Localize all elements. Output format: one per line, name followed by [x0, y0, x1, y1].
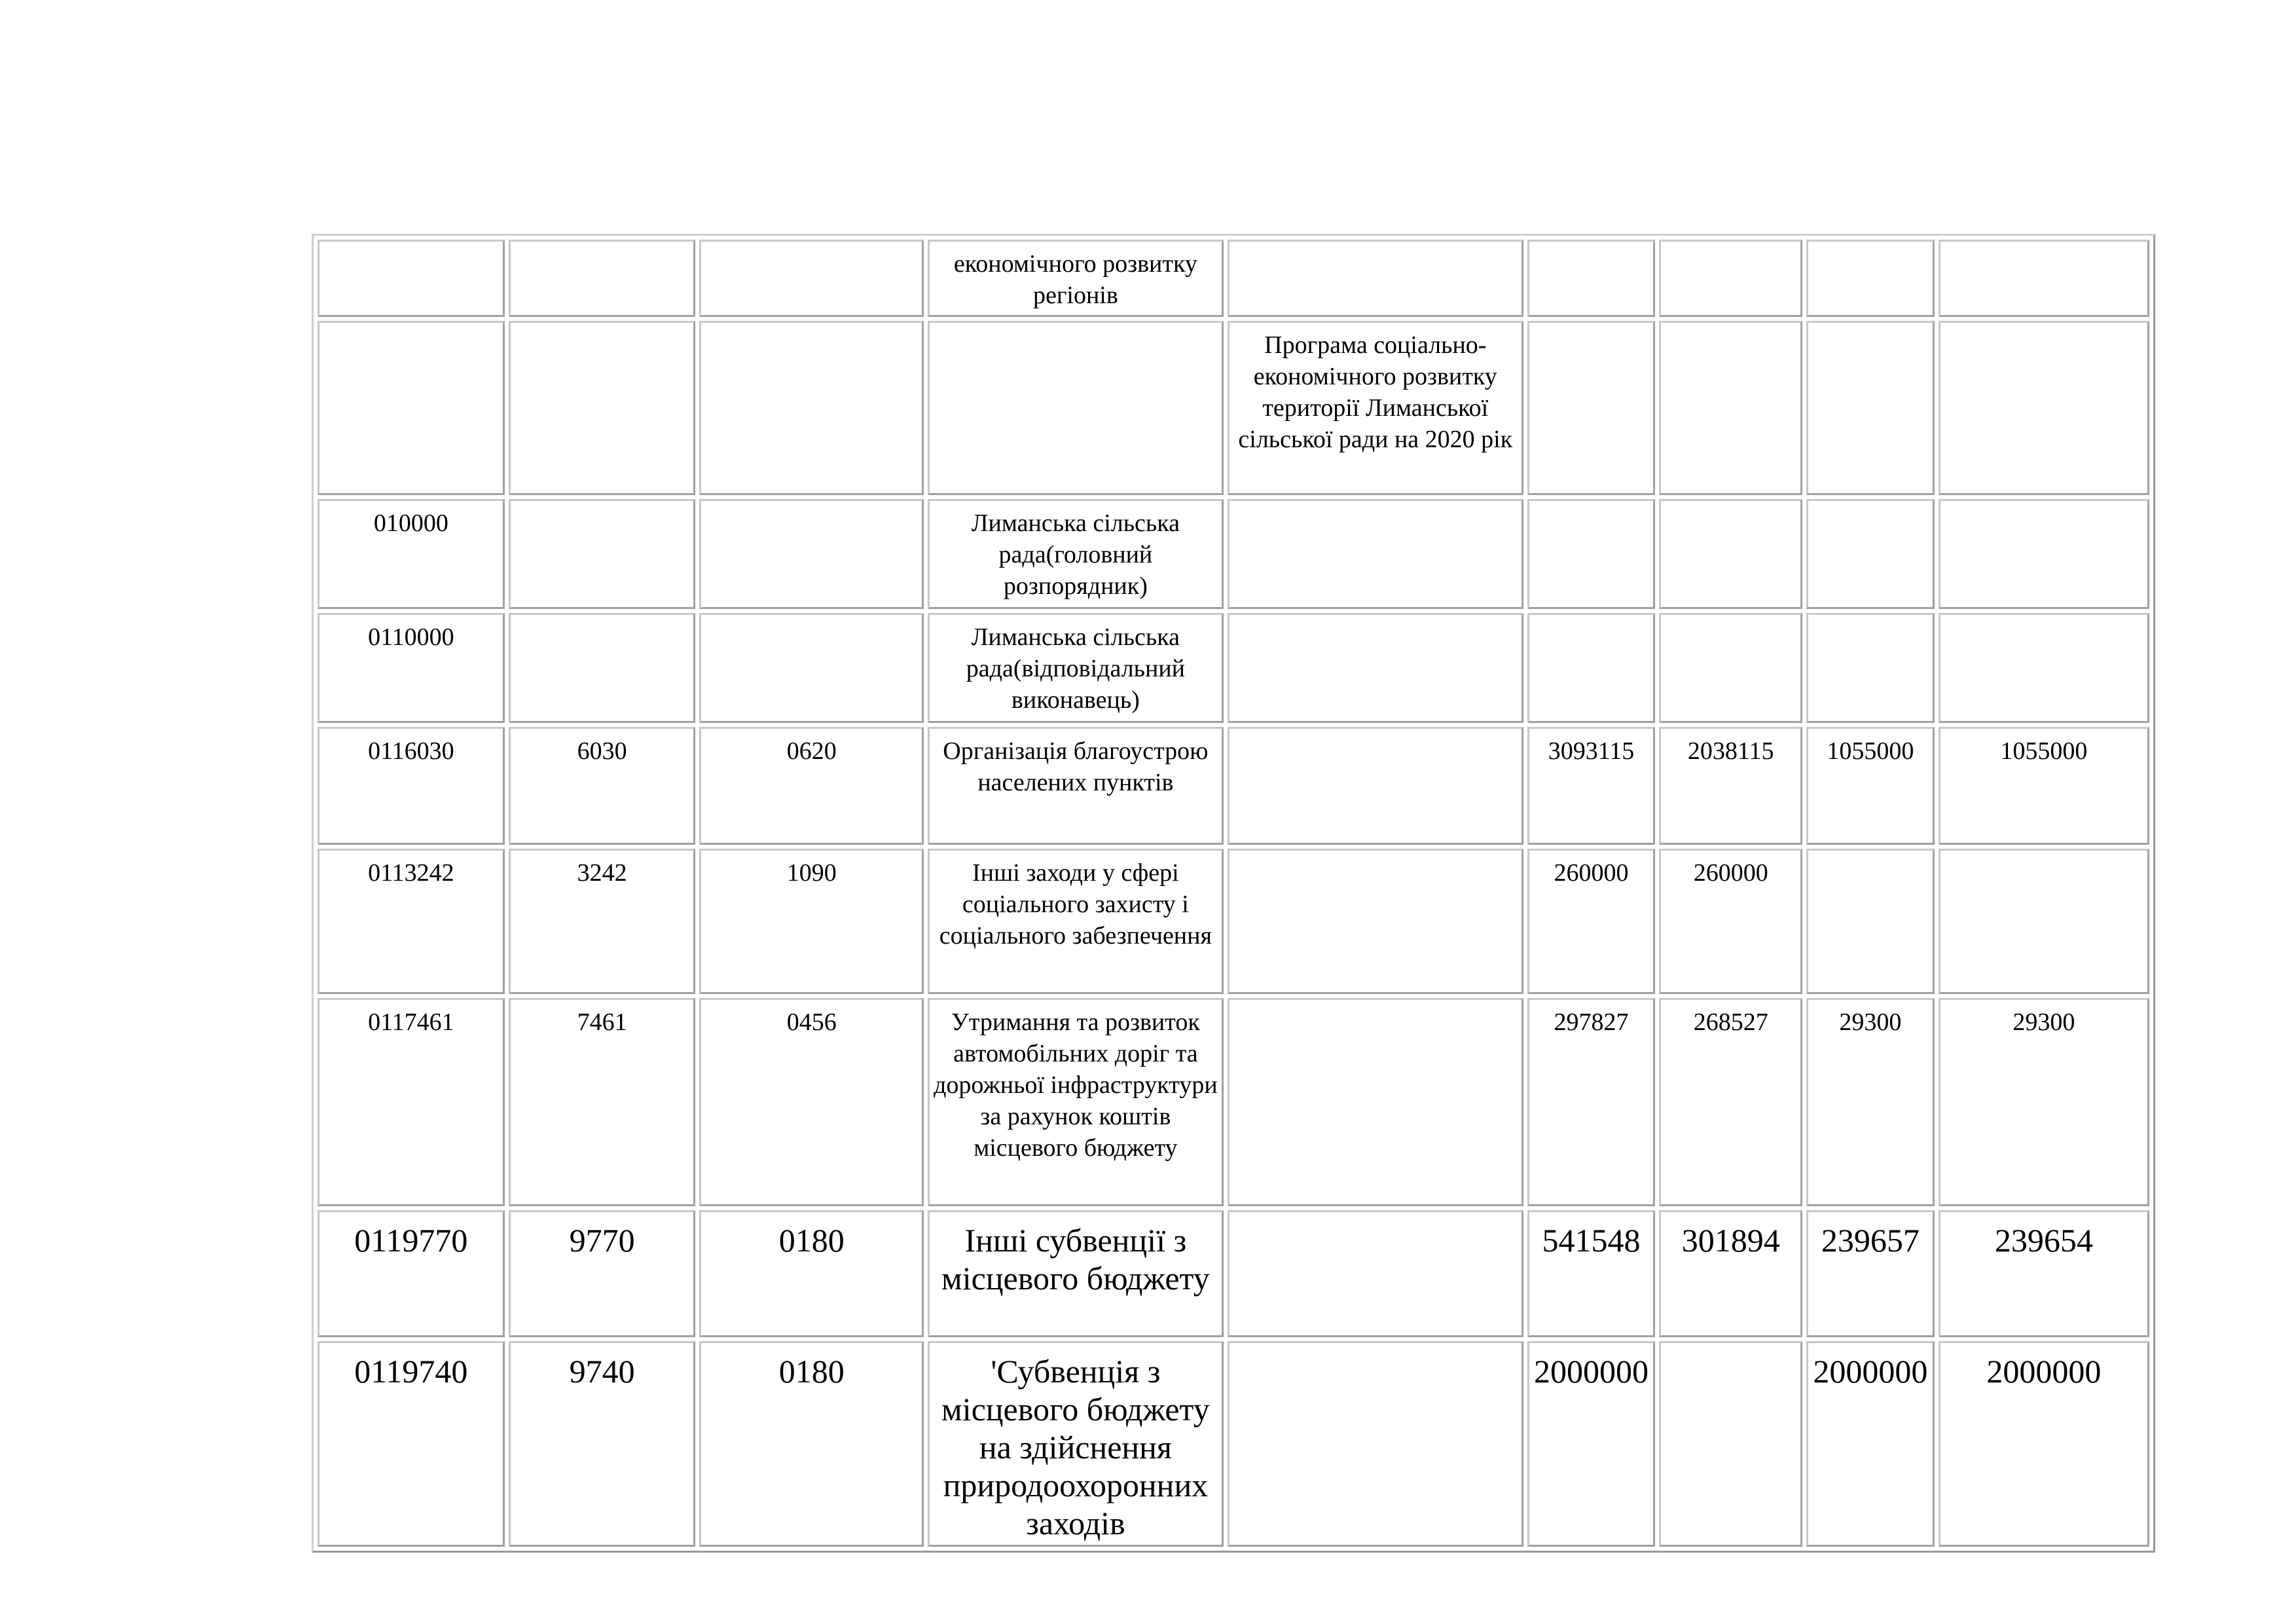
function-code-cell: [509, 321, 696, 495]
function-code-cell: [509, 240, 696, 317]
program-name-cell: [1228, 1341, 1523, 1547]
table-row: [318, 849, 2149, 994]
development-budget-cell: 29300: [1939, 998, 2149, 1206]
special-fund-cell: [1806, 240, 1935, 317]
general-fund-cell: [1659, 613, 1802, 723]
special-fund-cell: 239657: [1806, 1210, 1935, 1337]
description-cell: Організація благоустрою населених пунктів: [928, 727, 1224, 845]
special-fund-cell: 2000000: [1806, 1341, 1935, 1547]
development-budget-cell: [1939, 613, 2149, 723]
table-row: [318, 613, 2149, 723]
program-code-cell: 0110000: [318, 613, 505, 723]
program-name-cell: [1228, 727, 1523, 845]
program-name-cell: Програма соціально-економічного розвитку території Лиманської сільської ради на 2020 рік: [1228, 321, 1523, 495]
development-budget-cell: [1939, 240, 2149, 317]
development-budget-cell: [1939, 849, 2149, 994]
special-fund-cell: [1806, 499, 1935, 609]
table-row: [318, 499, 2149, 609]
program-code-cell: 0117461: [318, 998, 505, 1206]
development-budget-cell: 2000000: [1939, 1341, 2149, 1547]
program-name-cell: [1228, 240, 1523, 317]
special-fund-cell: [1806, 613, 1935, 723]
table-row: [318, 1210, 2149, 1337]
classification-code-cell: [699, 613, 923, 723]
classification-code-cell: [699, 321, 923, 495]
description-cell: Утримання та розвиток автомобільних доріг та дорожньої інфраструктури за рахунок коштів місцевого бюджету: [928, 998, 1224, 1206]
program-code-cell: [318, 240, 505, 317]
special-fund-cell: [1806, 849, 1935, 994]
description-cell: Інші заходи у сфері соціального захисту і соціального забезпечення: [928, 849, 1224, 994]
general-fund-cell: [1659, 1341, 1802, 1547]
special-fund-cell: [1806, 321, 1935, 495]
description-cell: Інші субвенції з місцевого бюджету: [928, 1210, 1224, 1337]
total-cell: 541548: [1527, 1210, 1656, 1337]
development-budget-cell: 1055000: [1939, 727, 2149, 845]
general-fund-cell: [1659, 240, 1802, 317]
function-code-cell: 9740: [509, 1341, 696, 1547]
total-cell: [1527, 613, 1656, 723]
program-code-cell: 0119740: [318, 1341, 505, 1547]
program-code-cell: 0116030: [318, 727, 505, 845]
program-name-cell: [1228, 499, 1523, 609]
function-code-cell: 9770: [509, 1210, 696, 1337]
total-cell: [1527, 321, 1656, 495]
program-name-cell: [1228, 998, 1523, 1206]
program-name-cell: [1228, 613, 1523, 723]
total-cell: 2000000: [1527, 1341, 1656, 1547]
program-code-cell: [318, 321, 505, 495]
description-cell: економічного розвитку регіонів: [928, 240, 1224, 317]
program-code-cell: 0113242: [318, 849, 505, 994]
total-cell: 260000: [1527, 849, 1656, 994]
general-fund-cell: 260000: [1659, 849, 1802, 994]
function-code-cell: 6030: [509, 727, 696, 845]
total-cell: [1527, 499, 1656, 609]
classification-code-cell: 0620: [699, 727, 923, 845]
description-cell: [928, 321, 1224, 495]
table-row: [318, 321, 2149, 495]
function-code-cell: 7461: [509, 998, 696, 1206]
classification-code-cell: [699, 240, 923, 317]
description-cell: 'Субвенція з місцевого бюджету на здійснення природоохоронних заходів: [928, 1341, 1224, 1547]
general-fund-cell: [1659, 321, 1802, 495]
table-row: [318, 998, 2149, 1206]
function-code-cell: [509, 613, 696, 723]
function-code-cell: 3242: [509, 849, 696, 994]
table-row: [318, 1341, 2149, 1547]
program-code-cell: 0119770: [318, 1210, 505, 1337]
total-cell: [1527, 240, 1656, 317]
classification-code-cell: 0180: [699, 1341, 923, 1547]
description-cell: Лиманська сільська рада(головний розпорядник): [928, 499, 1224, 609]
function-code-cell: [509, 499, 696, 609]
table-row: [318, 727, 2149, 845]
total-cell: 3093115: [1527, 727, 1656, 845]
program-code-cell: 010000: [318, 499, 505, 609]
description-cell: Лиманська сільська рада(відповідальний виконавець): [928, 613, 1224, 723]
general-fund-cell: 2038115: [1659, 727, 1802, 845]
total-cell: 297827: [1527, 998, 1656, 1206]
budget-table: [312, 234, 2155, 1553]
program-name-cell: [1228, 849, 1523, 994]
special-fund-cell: 1055000: [1806, 727, 1935, 845]
development-budget-cell: 239654: [1939, 1210, 2149, 1337]
special-fund-cell: 29300: [1806, 998, 1935, 1206]
general-fund-cell: [1659, 499, 1802, 609]
development-budget-cell: [1939, 499, 2149, 609]
general-fund-cell: 301894: [1659, 1210, 1802, 1337]
general-fund-cell: 268527: [1659, 998, 1802, 1206]
classification-code-cell: 0180: [699, 1210, 923, 1337]
table-row: [318, 240, 2149, 317]
classification-code-cell: 1090: [699, 849, 923, 994]
program-name-cell: [1228, 1210, 1523, 1337]
development-budget-cell: [1939, 321, 2149, 495]
classification-code-cell: [699, 499, 923, 609]
table-body: [318, 240, 2149, 1547]
classification-code-cell: 0456: [699, 998, 923, 1206]
